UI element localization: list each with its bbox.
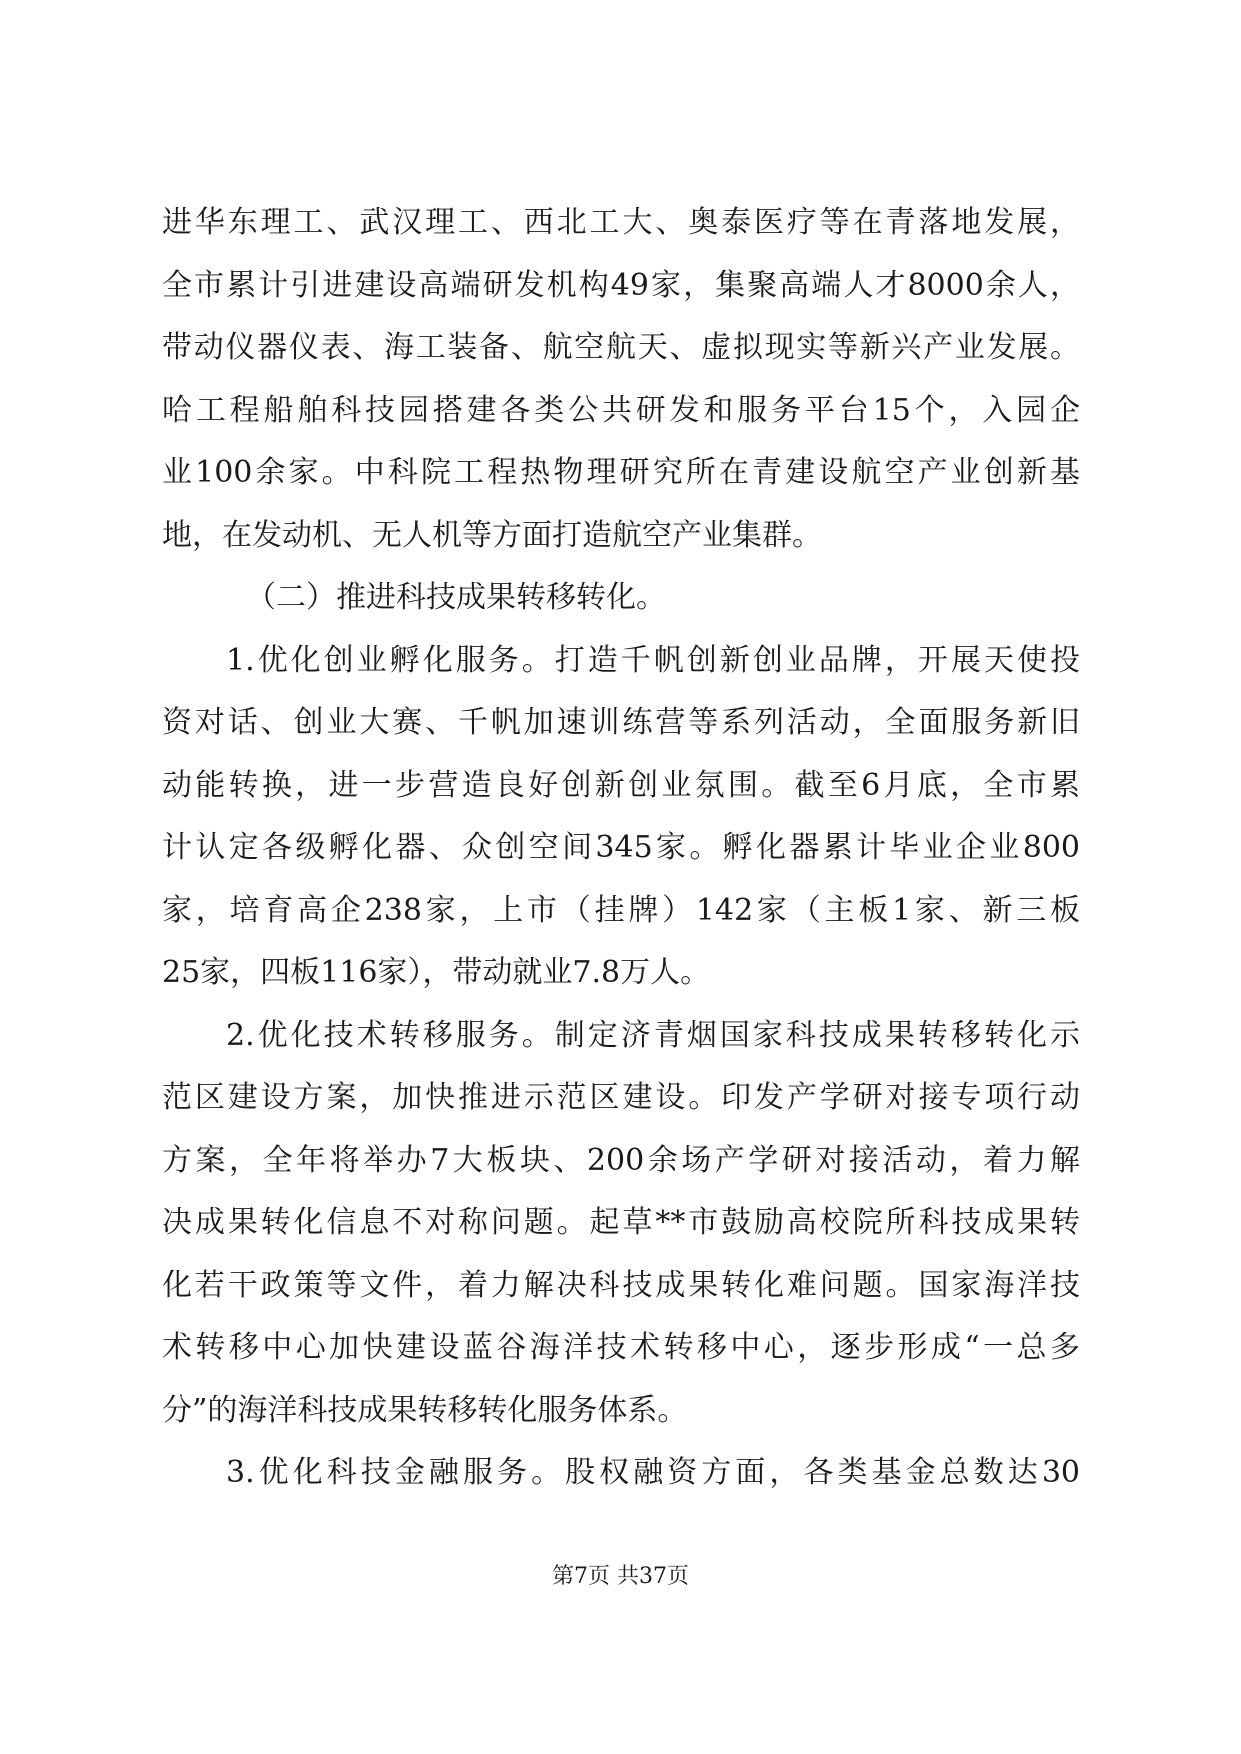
text-line: 带动仪器仪表、海工装备、航空航天、虚拟现实等新兴产业发展。	[162, 330, 1080, 365]
text-line: 2.优化技术转移服务。制定济青烟国家科技成果转移转化示	[226, 1017, 1080, 1053]
text-line: 地，在发动机、无人机等方面打造航空产业集群。	[162, 517, 822, 553]
text-line: 业100余家。中科院工程热物理研究所在青建设航空产业创新基	[162, 455, 1080, 490]
text-line: 进华东理工、武汉理工、西北工大、奥泰医疗等在青落地发展，	[162, 205, 1080, 240]
text-line: 资对话、创业大赛、千帆加速训练营等系列活动，全面服务新旧	[162, 705, 1080, 740]
text-line: 计认定各级孵化器、众创空间345家。孵化器累计毕业企业800	[162, 830, 1080, 865]
text-line: 全市累计引进建设高端研发机构49家，集聚高端人才8000余人，	[162, 267, 1080, 303]
text-line: 动能转换，进一步营造良好创新创业氛围。截至6月底，全市累	[162, 767, 1080, 803]
text-line: 3.优化科技金融服务。股权融资方面，各类基金总数达30	[226, 1455, 1080, 1490]
text-line: 决成果转化信息不对称问题。起草**市鼓励高校院所科技成果转	[162, 1205, 1080, 1240]
document-body	[162, 198, 1080, 1511]
text-line: 分”的海洋科技成果转移转化服务体系。	[162, 1392, 688, 1428]
text-line: 方案，全年将举办7大板块、200余场产学研对接活动，着力解	[162, 1142, 1080, 1178]
page-footer: 第7页 共37页	[552, 1564, 689, 1589]
text-line: 25家，四板116家），带动就业7.8万人。	[162, 955, 711, 990]
text-line: 术转移中心加快建设蓝谷海洋技术转移中心，逐步形成“一总多	[162, 1330, 1080, 1365]
text-line: 家，培育高企238家，上市（挂牌）142家（主板1家、新三板	[162, 892, 1080, 928]
text-line: 范区建设方案，加快推进示范区建设。印发产学研对接专项行动	[162, 1080, 1080, 1115]
text-line: 化若干政策等文件，着力解决科技成果转化难问题。国家海洋技	[162, 1267, 1080, 1303]
text-line: 哈工程船舶科技园搭建各类公共研发和服务平台15个，入园企	[162, 392, 1080, 428]
text-line: 1.优化创业孵化服务。打造千帆创新创业品牌，开展天使投	[226, 642, 1080, 678]
section-heading: （二）推进科技成果转移转化。	[246, 580, 666, 615]
